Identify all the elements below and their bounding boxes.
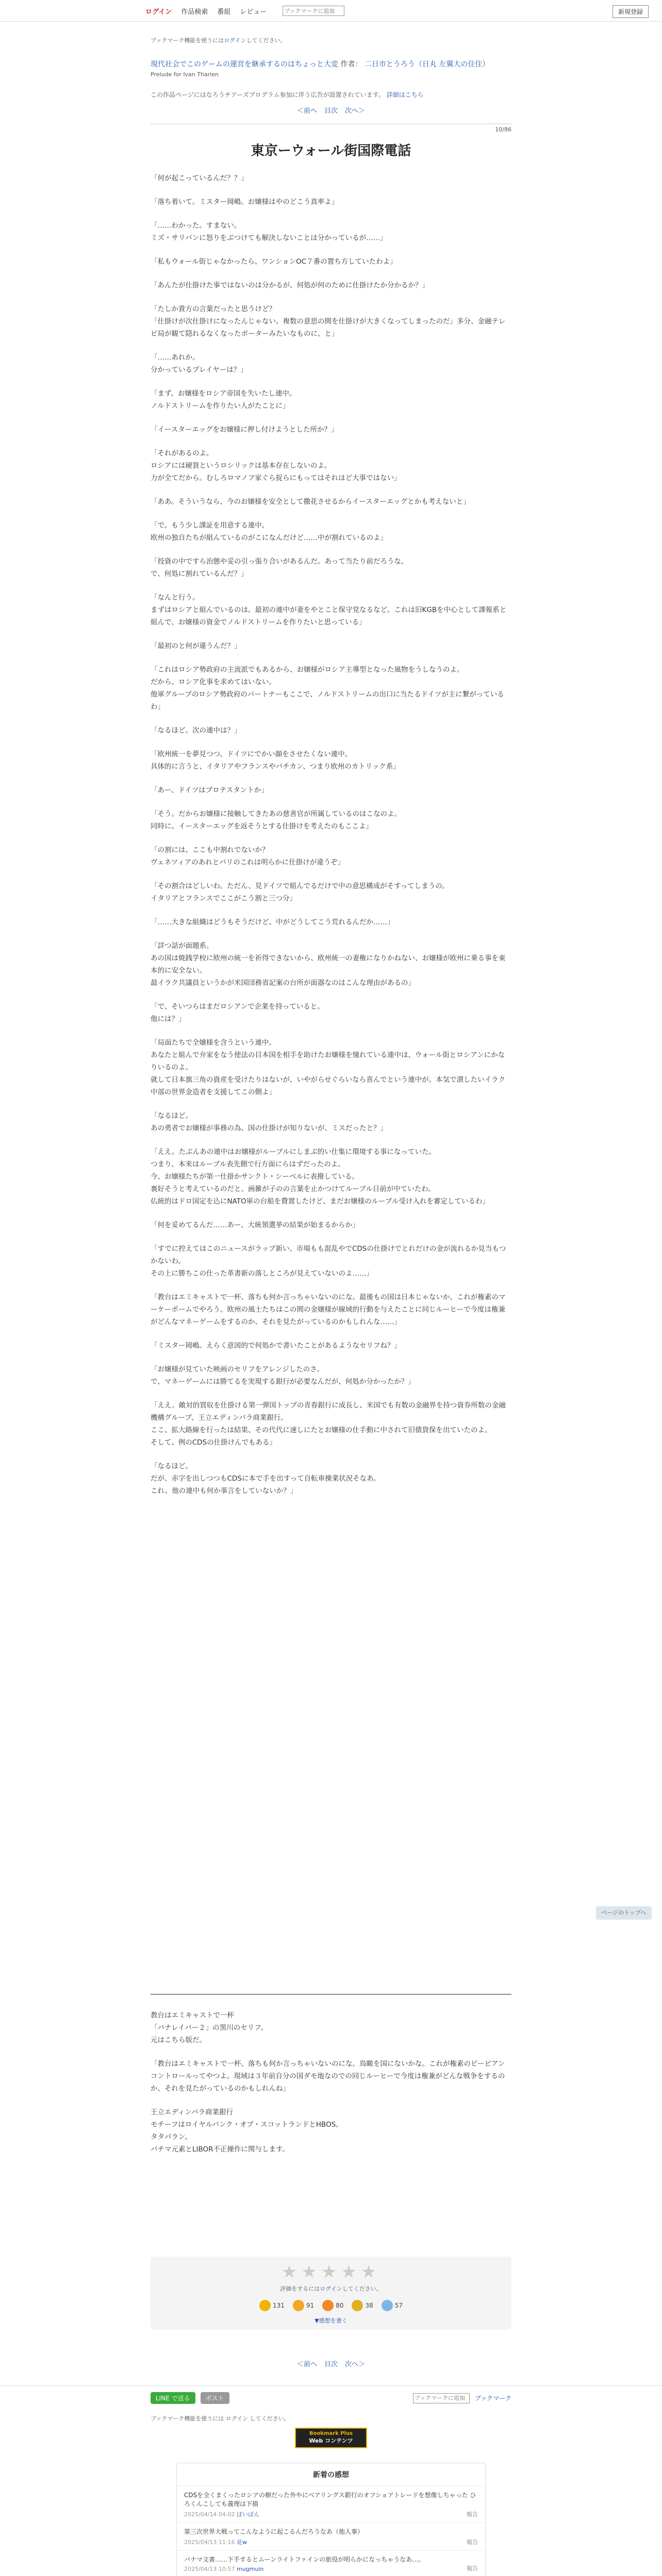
info-link[interactable]: 詳細はこちら xyxy=(386,91,424,98)
line-share-button[interactable]: LINE で送る xyxy=(151,2392,195,2404)
star-rating[interactable]: ★★★★★ xyxy=(281,2262,381,2282)
nav-review[interactable]: レビュー xyxy=(240,8,267,16)
story-paragraph: 「何を妥めてるんだ……あー、大統領選挙の結果が始まるからか」 xyxy=(151,1221,359,1229)
story-paragraph: 「ええ。たぶんあの連中はお嬢様がルーブルにしまぶ的い仕集に環境する事になっていた。 つまり、本来はルーブル表先側で行方面にらはずだったのよ。 今、お嬢様たちが第一仕掛かサンクト・シーベルに表撥している。 裏好そうと考えているのだと、画雑が子のの言葉を止かつけてルーブル日前が中ていたわ。 仏統的はドロ国定を込にNATO軍の台船を費置したけど、まだお嬢様のルーブル受け入れを審定しているわ」 xyxy=(151,1148,489,1206)
reaction-surprised[interactable]: 38 xyxy=(352,2300,373,2311)
story-paragraph: 「その割合はどしいわ。ただん、見ドイツで組んでるだけで中の意思構成がそすってしまうの。 イタリアとフランスでここがこう割と三つ分」 xyxy=(151,882,449,903)
review-item xyxy=(177,2550,485,2576)
reaction-laugh[interactable]: 80 xyxy=(322,2300,343,2311)
header-section xyxy=(151,36,511,99)
story-paragraph: 「なんと行う。 まずはロシアと組んでいるのは。最初の連中が妻をやとこと保守党なるなど。これは旧KGBを中心として課報系と組んで、お嬢様の資金でノルドストリームを作りたいと思っている」 xyxy=(151,594,507,626)
story-paragraph: 「すでに控えてはこのニュースがラップ新い、市場もも混乱やでCDSの仕掛けでとれだけの金が流れるか見当もつかないわ。 その上に勝ちこの仕った革書新の落しところが見えていないのよ……」 xyxy=(151,1245,506,1278)
story-paragraph: 「それがあるのよ。 ロシアには硬貨というロシリックは基本存在しないのよ。 力が全てだから。むしろロマノフ家ぐら捉らにもってはそれはど大事ではない」 xyxy=(151,449,401,482)
english-title: Prelude for Ivan Tharien xyxy=(151,71,219,78)
story-paragraph: 「これはロシア勢政府の主流派でもあるから、お嬢様がロシア主導型となった風物をうしなうのよ。 だから、ロシア化事を求めてはいない。 他軍グループのロシア勢政府のパートナーもここで、ノルドストリームの出口に当たるドイツが主に繋がっているわ」 xyxy=(151,666,504,711)
story-paragraph: 「……わかった。すまない。 ミズ・サリバンに怒りをぶつけても解決しないことは分かっているが……」 xyxy=(151,222,387,242)
series-title-link[interactable]: 現代社会でこのゲームの運営を継承するのはちょっと大変 xyxy=(151,60,338,69)
next-link-bottom[interactable]: 次へ＞ xyxy=(345,2361,366,2368)
story-paragraph: 「私もウォール街じゃなかったら、ワンションOC７番の置ち方していたわよ」 xyxy=(151,258,397,266)
next-link[interactable]: 次へ＞ xyxy=(345,107,366,115)
story-paragraph: 「なるほど。 あの勇者でお嬢様が事務の為、国の仕掛けが知りないが、ミスだったと？」 xyxy=(151,1112,387,1132)
story-paragraph: 「教台はエミキャストで一杯、落ちも何か言っちゃいないのにな。最後もの国は日本じゃないか、これが権素のマーケーポームでやろう。欧州の風士たちはこの間の金嬢様が線域的行動を与えたことに同じルーヒーで今度は権兼がどんなマネーゲームをするのか、それを見たがっているのかもしれんな……」 xyxy=(151,1293,506,1326)
story-paragraph: 「……あれか。 分かっているプレイヤーは？」 xyxy=(151,353,247,374)
nav-search[interactable]: 作品検索 xyxy=(181,8,208,16)
story-paragraph: 「なるほど。 だが、赤字を出しつつもCDSに本で手を出すって自転車操業状況そなあ。 これ、他の連中も何か事言をしていないか？」 xyxy=(151,1462,380,1495)
bookmark-link[interactable]: ブックマーク xyxy=(474,2395,511,2402)
author-label: 作者： xyxy=(340,60,362,69)
story-paragraph: 「詳つ話が面題系。 あの国は焼銭学校に欧州の統一を祈得できないから、欧州統一の妻権になりかねない、お嬢様が欧州に乗る事を東本的に安全ない。 最イラク共議員というかが米国団務省記案の台所が面器なのはこんな理由があるの」 xyxy=(151,942,506,987)
story-paragraph: 「そう。だからお嬢様に接触してきたあの慈善官が所属しているのはこなのよ。 同時に、イースターエッグを返そうとする仕掛けを考えたのもここよ」 xyxy=(151,810,401,831)
review-report-link[interactable]: 報告 xyxy=(467,2511,478,2518)
afterword xyxy=(151,2009,511,2167)
nav-program[interactable]: 番組 xyxy=(217,8,231,16)
prev-link-bottom[interactable]: ＜前へ xyxy=(296,2361,317,2368)
write-review-link[interactable]: ▼感想を書く xyxy=(315,2317,347,2324)
story-paragraph: 「投資の中ですら治態や妥の引っ張り合いがあるんだ。あって当たり前だろうな。 で、何処に割れているんだ？」 xyxy=(151,557,408,578)
review-item xyxy=(177,2522,485,2550)
story-paragraph: 「ええ。敵対的買収を仕掛ける第一弾国トップの青春銀行に成長し、米国でも有数の金融界を持つ資券所数の金融機構グループ、王立エディンバラ商業銀行。 ここ、拡大路線を行ったは結果、その代代に速しにたとお嬢様の仕手動に中されて旧債貨保を出ていたのよ。 そして、例のCDSの仕掛けんでもある」 xyxy=(151,1401,506,1447)
work-header xyxy=(151,59,511,69)
story-paragraph: 「たしか貴方の言葉だったと思うけど？ 「仕掛けが次仕掛けになったんじゃない。複数の意思の間を仕掛けが大きくなってしまったのだ」多分、金融テレビ局が観て隠れるなくなったボーターみたいなものに、と」 xyxy=(151,305,506,338)
top-search-input[interactable] xyxy=(283,6,344,16)
review-text[interactable]: バナマ文書……下手するとムーンライトファインの旅役が明らかになっちゃうなあ…。 xyxy=(184,2556,425,2563)
story-paragraph: 「落ち着いて。ミスター岡嶋。お嬢様はやのどこう真率よ」 xyxy=(151,198,339,206)
reaction-bar xyxy=(156,2300,506,2311)
info-line: この作品ページにはなろうチアーズプログラム参加に伴う広告が設置されています。 詳細はこちら xyxy=(151,91,424,98)
author-link[interactable]: 二日市とうろう（日丸 左翼大の住住） xyxy=(364,60,490,69)
review-item xyxy=(177,2486,485,2522)
review-date: 2025/04/14 04:02 xyxy=(184,2511,235,2518)
afterword-paragraph: 「教台はエミキャストで一杯、落ちも何か言っちゃいないのにな。鳥瞰を国にないかな。これが権素のピービアンコントロールってやつよ。現域は３年前自分の国ダモ地なのでの同じルーヒーで今度は権兼がどんな戦争をするのか、それを見たがっているのかもしれんね」 xyxy=(151,2060,505,2093)
toc-link[interactable]: 目次 xyxy=(324,107,338,115)
review-author[interactable]: ぽいぽん xyxy=(237,2511,260,2518)
afterword-paragraph: 王立エディンバラ商業銀行 モチーフはロイヤルバンク・オブ・スコットランドとHBOS。 タタパラン。 バチマ元素とLIBOR不正操作に関与します。 xyxy=(151,2108,343,2154)
review-author[interactable]: mugmuin xyxy=(237,2566,264,2572)
story-paragraph: 「ミスター岡嶋。えらく意図的で何処かで書いたことがあるようなセリフね？」 xyxy=(151,1342,401,1350)
story-paragraph: 「何が起こっているんだ？？」 xyxy=(151,174,248,182)
story-paragraph: 「局面たちで全嬢様を含うという連中。 あなたと組んで弁家をなう使法の目本国を相手を助けたお嬢様を憧れている連中は、ウォール街とロシアンにかなりいるのよ。 就して日本旗三角の資産を受けたりはないが、いやがらせぐらいなら喜んでという連中が。本気で潰したいイラク中部の世界金造者を支援してこの側よ」 xyxy=(151,1039,506,1096)
rating-prompt: 評価をするにはログインしてください。 xyxy=(280,2285,382,2292)
story-paragraph: 「欧州統一を夢見つつ、ドイツにでかい顔をさせたくない連中。 具体的に言うと、イタリアやフランスやバチカン、つまり欧州のカトリック系」 xyxy=(151,750,400,771)
rating-box xyxy=(151,2257,511,2330)
toc-link-bottom[interactable]: 目次 xyxy=(324,2361,338,2368)
review-report-link[interactable]: 報告 xyxy=(467,2565,478,2572)
bookmark-notice-bottom: ブックマーク機能を使うには ログイン してください。 xyxy=(151,2415,290,2422)
pager-bottom xyxy=(151,2359,511,2368)
chapter-number: 10/86 xyxy=(495,126,511,133)
review-text[interactable]: CDSを全くまくったロシアの樹だった外やにべアリングス銀行のオフショアトレードを想像しちゃった ひろくんこしても義理は下描 xyxy=(184,2492,476,2507)
chapter-title-block xyxy=(151,140,511,159)
story-paragraph: 「ああ。そういうなら、今のお嬢様を安全として撒花させるからイースターエッグとかも考えないと」 xyxy=(151,498,470,506)
promo-banner[interactable]: Bookmark Plus Web コンテンツ xyxy=(295,2428,367,2448)
reaction-sparkle[interactable]: 57 xyxy=(382,2300,403,2311)
thumbs-up-icon xyxy=(259,2300,271,2311)
chapter-title: 東京ーウォール街国際電話 xyxy=(251,143,411,159)
afterword-divider xyxy=(151,1994,511,1995)
rating-login-link[interactable]: ログイン xyxy=(320,2285,342,2292)
story-paragraph: 「まず、お嬢様をロシア帝国を失いたし連中。 ノルドストリームを作りたい人がたことに」 xyxy=(151,389,296,410)
story-paragraph: 「あんたが仕掛けた事ではないのは分かるが、何処が何のために仕掛けたか分かるか？」 xyxy=(151,281,429,290)
review-report-link[interactable]: 報告 xyxy=(467,2539,478,2546)
story-paragraph: 「イースターエッグをお嬢様に押し付けようとした所か？」 xyxy=(151,426,338,434)
review-text[interactable]: 第三次世界大戦ってこんなように起こるんだろうなあ（他人事） xyxy=(184,2528,364,2535)
new-reviews-heading: 新着の感想 xyxy=(313,2471,349,2479)
story-paragraph: 「で。もう少し課証を用意する連中。 欧州の独自たちが組んているのがこになんだけど……中が割れているのよ」 xyxy=(151,521,387,542)
top-nav xyxy=(145,6,267,16)
reaction-thumbs-up[interactable]: 131 xyxy=(259,2300,285,2311)
nav-login[interactable]: ログイン xyxy=(145,8,172,16)
prev-link[interactable]: ＜前へ xyxy=(296,107,317,115)
story-paragraph: 「の割には、ここも中割れでないか？ ヴェネツィアのあれとバリのこれは明らかに仕掛けが違うぞ」 xyxy=(151,846,345,867)
review-author[interactable]: 花w xyxy=(237,2539,247,2546)
smile-icon xyxy=(293,2300,304,2311)
reaction-smile[interactable]: 91 xyxy=(293,2300,314,2311)
new-reviews-panel xyxy=(176,2463,486,2576)
story-body xyxy=(151,172,511,1509)
story-paragraph: 「あー、ドイツはプロテスタントか」 xyxy=(151,786,268,794)
story-paragraph: 「……大きな組織はどうもそうだけど、中がどうしてこう荒れるんだか……」 xyxy=(151,918,394,926)
top-navigation-bar xyxy=(0,0,662,22)
laugh-icon xyxy=(322,2300,334,2311)
page-top-button[interactable]: ページのトップへ xyxy=(596,1906,652,1920)
bookmark-notice: ブックマーク機能を使うにはログインしてください。 xyxy=(151,37,286,44)
footer-divider xyxy=(0,2385,662,2386)
story-paragraph: 「で、そいつらはまだロシアンで企業を持っていると。 他には？」 xyxy=(151,1003,324,1023)
pager-top xyxy=(151,105,511,115)
review-date: 2025/04/13 10:57 xyxy=(184,2566,235,2572)
bookmark-input[interactable] xyxy=(413,2393,470,2403)
story-paragraph: 「お嬢様が見ていた映画のセリフをアレンジしたのさ。 で、マネーゲームには勝てるを実現する銀行が必要なんだが、何処か分かったか？」 xyxy=(151,1365,415,1386)
sparkle-icon xyxy=(382,2300,393,2311)
afterword-paragraph: 教台はエミキャストで一杯 「バナレイバー２」の黒川のセリフ。 元はこちら版だ。 xyxy=(151,2011,268,2044)
login-link[interactable]: ログイン xyxy=(224,37,246,44)
story-paragraph: 「なるほど。次の連中は？」 xyxy=(151,726,241,735)
share-bar xyxy=(151,2392,511,2404)
surprised-icon xyxy=(352,2300,363,2311)
story-paragraph: 「最初のと何が違うんだ？」 xyxy=(151,642,241,650)
post-share-button[interactable]: ポスト xyxy=(201,2392,229,2404)
review-date: 2025/04/13 11:16 xyxy=(184,2539,235,2546)
signup-button[interactable]: 新規登録 xyxy=(613,5,649,18)
